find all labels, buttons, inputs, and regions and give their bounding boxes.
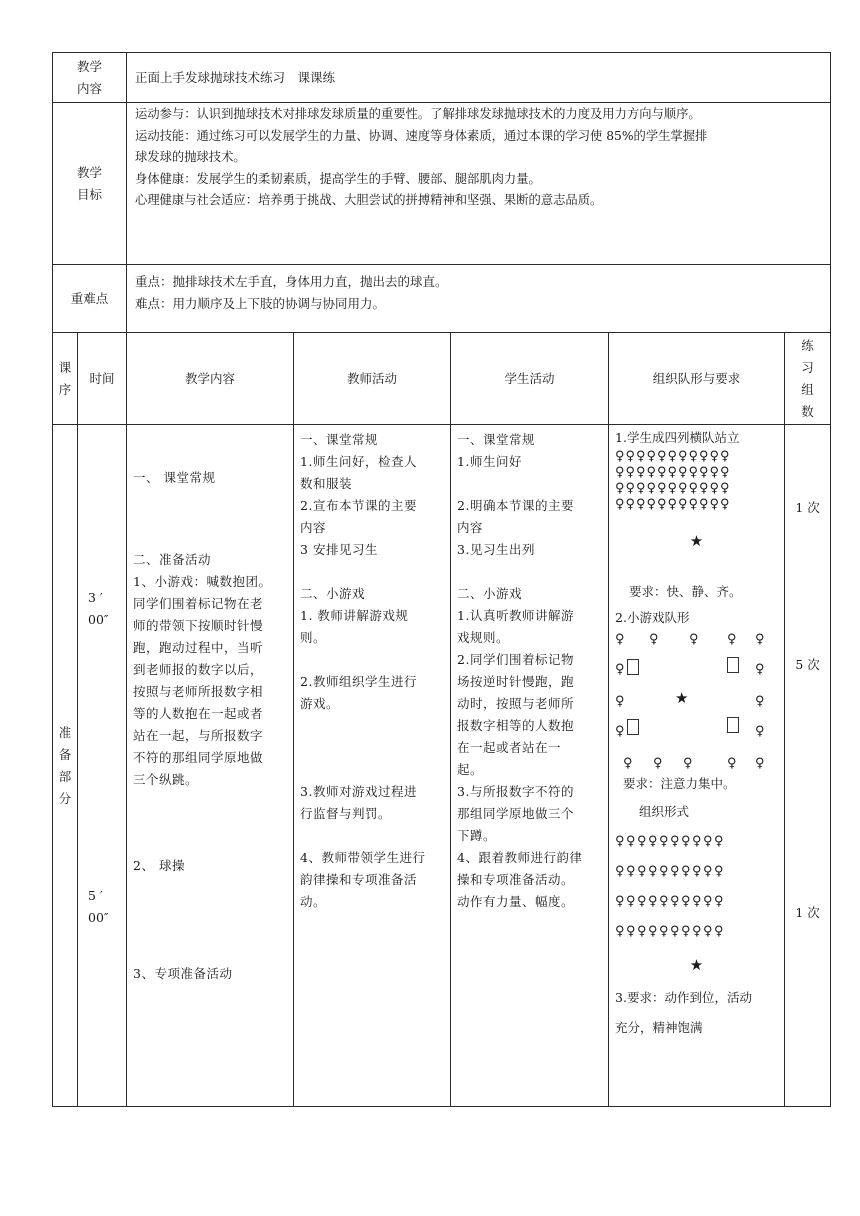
student-c-3: 戏规则。 — [457, 630, 510, 645]
student-c-7: 报数字相等的人数抱 — [457, 718, 575, 733]
goal-line-5: 心理健康与社会适应：培养勇于挑战、大胆尝试的拼搏精神和坚强、果断的意志品质。 — [135, 193, 603, 207]
teacher-star-2: ★ — [675, 689, 689, 707]
formation2-row-1: ♀♀♀♀♀♀♀♀♀♀ — [615, 834, 726, 849]
female-icon: ♀ — [653, 756, 663, 771]
female-icon: ♀ — [755, 724, 765, 739]
game-formation — [615, 629, 778, 789]
content-label-cell — [53, 53, 127, 103]
key-cell — [127, 265, 831, 333]
student-c-9: 起。 — [457, 762, 484, 777]
content-value-cell — [127, 53, 831, 103]
content-warmup-5: 跑，跑动过程中，当听 — [133, 640, 264, 655]
student-c-6: 动时，按照与老师所 — [457, 696, 575, 711]
col-count: 练 习 组 数 — [785, 333, 831, 425]
female-icon: ♀ — [623, 756, 633, 771]
student-b-3: 3.见习生出列 — [457, 542, 535, 557]
teacher-e-2: 韵律操和专项准备活 — [300, 872, 418, 887]
goal-line-4: 身体健康：发展学生的柔韧素质，提高学生的手臂、腰部、腿部肌肉力量。 — [135, 171, 541, 186]
org-req-3a: 3.要求：动作到位，活动 — [615, 990, 752, 1005]
col-seq: 课 序 — [53, 333, 78, 425]
teacher-e-3: 动。 — [300, 894, 327, 909]
female-icon: ♀ — [649, 632, 659, 647]
key-line-1: 重点：抛排球技术左手直，身体用力直，抛出去的球直。 — [135, 274, 448, 289]
org-req-2: 要求：注意力集中。 — [623, 776, 736, 791]
student-c-8: 在一起或者站在一 — [457, 740, 562, 755]
teacher-c-1: 2.教师组织学生进行 — [300, 674, 417, 689]
goal-label-cell — [53, 103, 127, 265]
content-warmup-6: 到老师报的数字以后， — [133, 662, 264, 677]
student-c-2: 1.认真听教师讲解游 — [457, 608, 574, 623]
teacher-a-6: 3 安排见习生 — [300, 542, 378, 557]
female-icon: ♀ — [755, 756, 765, 771]
org-req-3b: 充分，精神饱满 — [615, 1020, 703, 1035]
key-label: 重难点 — [70, 290, 109, 306]
content-warmup-2: 1、小游戏：喊数抱团。 — [133, 574, 272, 589]
student-c-12: 下蹲。 — [457, 828, 497, 843]
teacher-d-1: 3.教师对游戏过程进 — [300, 784, 417, 799]
teacher-b-1: 二、小游戏 — [300, 586, 366, 601]
org-title-2: 2.小游戏队形 — [615, 610, 690, 625]
org-title-3: 组织形式 — [639, 804, 690, 819]
content-ball-exercise: 2、 球操 — [133, 858, 185, 873]
content-warmup-4: 师的带领下按顺时针慢 — [133, 618, 264, 633]
female-icon: ♀ — [689, 632, 699, 647]
org-req-1: 要求：快、静、齐。 — [629, 584, 742, 599]
content-label: 教学 内容 — [77, 58, 103, 96]
col-content: 教学内容 — [127, 333, 294, 425]
content-warmup-7: 按照与老师所报数字相 — [133, 684, 264, 699]
formation-row-2: ♀♀♀♀♀♀♀♀♀♀♀ — [615, 465, 731, 480]
content-warmup-3: 同学们围着标记物在老 — [133, 596, 264, 611]
content-cell — [127, 425, 294, 1107]
count-2: 5 次 — [795, 657, 820, 672]
goal-cell — [127, 103, 831, 265]
female-icon: ♀ — [615, 632, 625, 647]
time-1: 3 ′ 00″ — [88, 590, 109, 627]
female-icon: ♀ — [727, 756, 737, 771]
teacher-a-4: 2.宣布本节课的主要 — [300, 498, 417, 513]
female-icon: ♀ — [615, 694, 625, 709]
org-title-1: 1.学生成四列横队站立 — [615, 430, 740, 445]
content-routine: 一、 课堂常规 — [133, 470, 216, 485]
goal-line-1: 运动参与：认识到抛球技术对排球发球质量的重要性。了解排球发球抛球技术的力度及用力方向与顺序。 — [135, 107, 701, 121]
key-label-cell — [53, 265, 127, 333]
female-icon: ♀ — [615, 662, 625, 677]
org-cell — [609, 425, 785, 1107]
content-warmup-11: 三个纵跳。 — [133, 772, 199, 787]
formation-row-4: ♀♀♀♀♀♀♀♀♀♀♀ — [615, 497, 731, 512]
teacher-e-1: 4、教师带领学生进行 — [300, 850, 426, 865]
female-icon: ♀ — [755, 662, 765, 677]
student-c-13: 4、跟着教师进行韵律 — [457, 850, 583, 865]
content-warmup-10: 不符的那组同学原地做 — [133, 750, 264, 765]
time-cell — [78, 425, 127, 1107]
marker-icon — [627, 719, 639, 735]
student-c-1: 二、小游戏 — [457, 586, 523, 601]
student-b-2: 内容 — [457, 520, 484, 535]
marker-icon — [627, 659, 639, 675]
teacher-a-1: 一、课堂常规 — [300, 432, 379, 447]
student-a-2: 1.师生问好 — [457, 454, 522, 469]
student-c-4: 2.同学们围着标记物 — [457, 652, 574, 667]
teacher-a-2: 1.师生问好，检查人 — [300, 454, 417, 469]
content-special-prep: 3、专项准备活动 — [133, 966, 233, 981]
student-b-1: 2.明确本节课的主要 — [457, 498, 574, 513]
formation2-row-4: ♀♀♀♀♀♀♀♀♀♀ — [615, 924, 726, 939]
time-2: 5 ′ 00″ — [88, 888, 109, 925]
student-cell — [451, 425, 609, 1107]
female-icon: ♀ — [755, 694, 765, 709]
formation-row-3: ♀♀♀♀♀♀♀♀♀♀♀ — [615, 481, 731, 496]
goal-line-3: 球发球的抛球技术。 — [135, 150, 246, 164]
section-seq: 准 备 部 分 — [53, 425, 78, 1107]
teacher-a-3: 数和服装 — [300, 476, 353, 491]
teacher-star-1: ★ — [689, 532, 704, 550]
content-warmup-9: 站在一起，与所报数字 — [133, 728, 264, 743]
lesson-plan-table — [52, 52, 831, 1107]
count-1: 1 次 — [795, 500, 820, 515]
female-icon: ♀ — [615, 724, 625, 739]
student-c-10: 3.与所报数字不符的 — [457, 784, 574, 799]
marker-icon — [727, 657, 739, 673]
count-cell — [785, 425, 831, 1107]
formation-row-1: ♀♀♀♀♀♀♀♀♀♀♀ — [615, 449, 731, 464]
female-icon: ♀ — [755, 632, 765, 647]
teacher-c-2: 游戏。 — [300, 696, 340, 711]
student-c-15: 动作有力量、幅度。 — [457, 894, 575, 909]
student-a-1: 一、课堂常规 — [457, 432, 536, 447]
col-student: 学生活动 — [451, 333, 609, 425]
female-icon: ♀ — [727, 632, 737, 647]
student-c-5: 场按逆时针慢跑，跑 — [457, 674, 575, 689]
teacher-d-2: 行监督与判罚。 — [300, 806, 392, 821]
col-teacher: 教师活动 — [294, 333, 451, 425]
content-warmup-8: 等的人数抱在一起或者 — [133, 706, 264, 721]
marker-icon — [727, 717, 739, 733]
content-warmup-1: 二、准备活动 — [133, 552, 212, 567]
student-c-14: 操和专项准备活动。 — [457, 872, 575, 887]
formation2-row-3: ♀♀♀♀♀♀♀♀♀♀ — [615, 894, 726, 909]
female-icon: ♀ — [683, 756, 693, 771]
teacher-star-3: ★ — [689, 956, 704, 974]
teacher-b-2: 1. 教师讲解游戏规 — [300, 608, 409, 623]
formation2-row-2: ♀♀♀♀♀♀♀♀♀♀ — [615, 864, 726, 879]
col-org: 组织队形与要求 — [609, 333, 785, 425]
teacher-a-5: 内容 — [300, 520, 327, 535]
col-time: 时间 — [78, 333, 127, 425]
student-c-11: 那组同学原地做三个 — [457, 806, 575, 821]
teacher-cell — [294, 425, 451, 1107]
goal-label: 教学 目标 — [77, 164, 103, 202]
teacher-b-3: 则。 — [300, 630, 327, 645]
count-3: 1 次 — [795, 905, 820, 920]
content-value: 正面上手发球抛球技术练习 课课练 — [135, 69, 336, 85]
goal-line-2: 运动技能：通过练习可以发展学生的力量、协调、速度等身体素质，通过本课的学习使 85%的学生掌握排 — [135, 128, 708, 143]
key-line-2: 难点：用力顺序及上下肢的协调与协同用力。 — [135, 296, 386, 311]
